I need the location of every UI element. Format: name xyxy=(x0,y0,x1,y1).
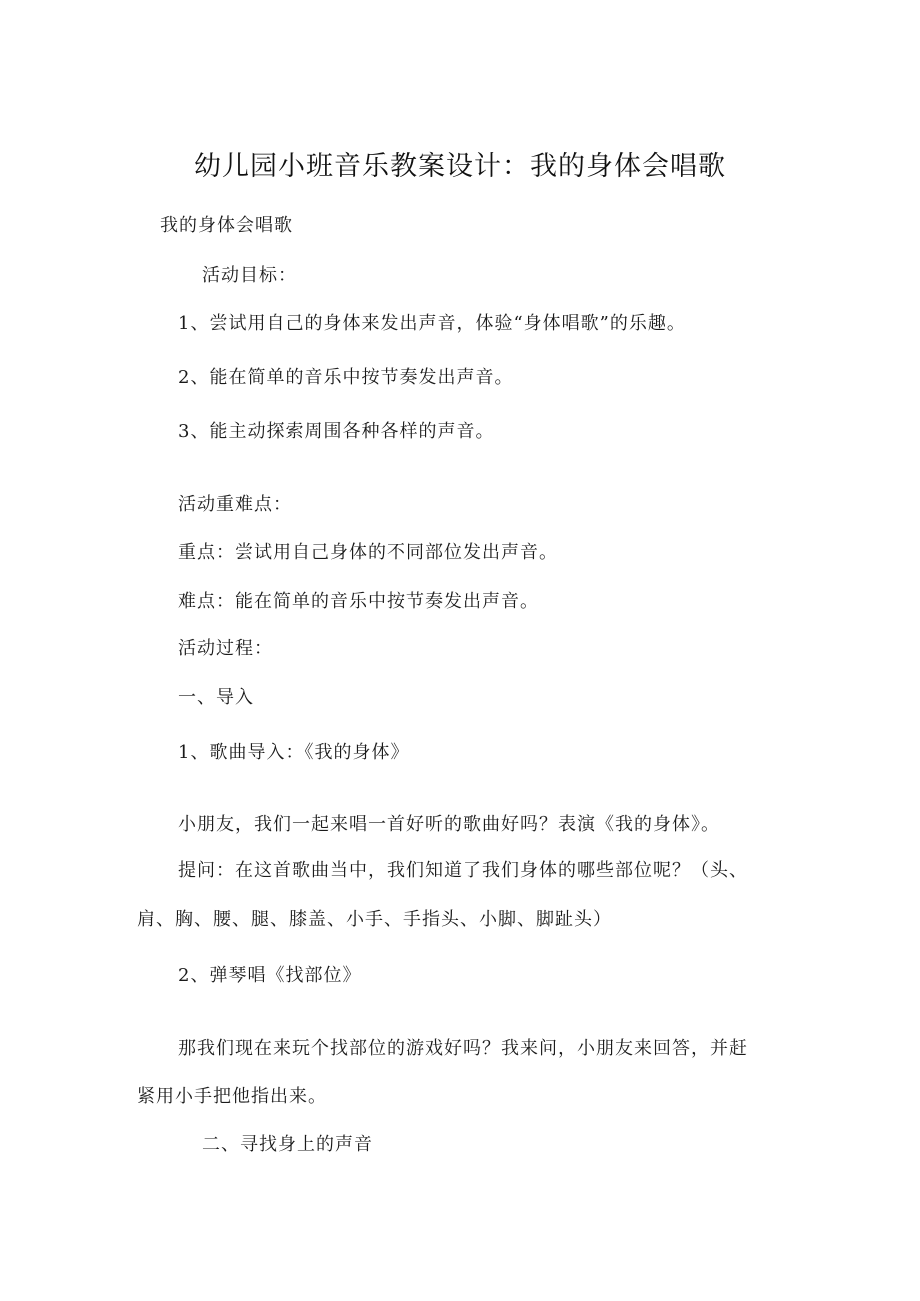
paragraph-3-line-1: 那我们现在来玩个找部位的游戏好吗？我来问，小朋友来回答，并赶 xyxy=(178,1038,748,1059)
paragraph-2-line-2: 肩、胸、腰、腿、膝盖、小手、手指头、小脚、脚趾头） xyxy=(137,909,612,930)
document-title: 幼儿园小班音乐教案设计：我的身体会唱歌 xyxy=(194,151,726,182)
paragraph-3-line-2: 紧用小手把他指出来。 xyxy=(137,1086,327,1107)
goal-item-2: 2、能在简单的音乐中按节奏发出声音。 xyxy=(178,367,514,388)
paragraph-1: 小朋友，我们一起来唱一首好听的歌曲好吗？表演《我的身体》。 xyxy=(178,814,720,835)
section-heading-2: 二、寻找身上的声音 xyxy=(202,1134,373,1155)
paragraph-2-line-1: 提问：在这首歌曲当中，我们知道了我们身体的哪些部位呢？（头、 xyxy=(178,860,748,881)
goal-item-3: 3、能主动探索周围各种各样的声音。 xyxy=(178,421,495,442)
subtitle: 我的身体会唱歌 xyxy=(160,215,293,236)
goals-heading: 活动目标： xyxy=(202,265,297,286)
section-heading-1: 一、导入 xyxy=(178,687,254,708)
difficulty-point: 难点：能在简单的音乐中按节奏发出声音。 xyxy=(178,591,539,612)
step-2: 2、弹琴唱《找部位》 xyxy=(178,965,362,986)
key-point: 重点：尝试用自己身体的不同部位发出声音。 xyxy=(178,542,558,563)
step-1: 1、歌曲导入：《我的身体》 xyxy=(178,742,410,763)
process-heading: 活动过程： xyxy=(178,638,273,659)
key-points-heading: 活动重难点： xyxy=(178,494,292,515)
goal-item-1: 1、尝试用自己的身体来发出声音，体验“身体唱歌”的乐趣。 xyxy=(178,313,686,334)
